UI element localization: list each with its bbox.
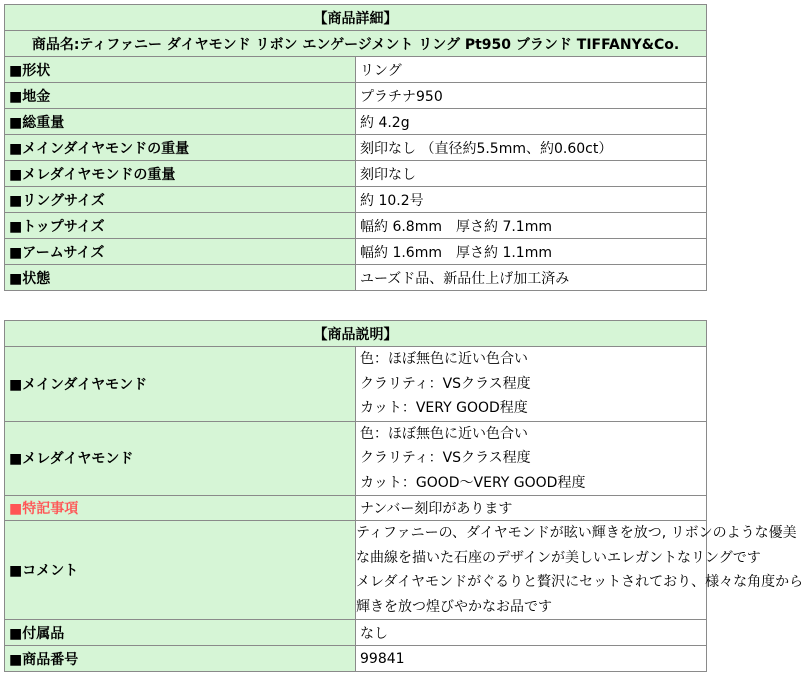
comment-line: な曲線を描いた石座のデザインが美しいエレガントなリングです bbox=[356, 549, 761, 566]
detail-line: 色：ほぼ無色に近い色合い bbox=[360, 425, 528, 442]
row-label: ■状態 bbox=[5, 265, 356, 291]
row-value: 幅約 6.8mm 厚さ約 7.1mm bbox=[356, 213, 707, 239]
comment-line: ティファニーの、ダイヤモンドが眩い輝きを放つ, リボンのような優美 bbox=[356, 525, 797, 541]
row-value: プラチナ950 bbox=[356, 83, 707, 109]
row-value: 刻印なし （直径約5.5mm、約0.60ct） bbox=[356, 135, 707, 161]
row-value: ユーズド品、新品仕上げ加工済み bbox=[356, 265, 707, 291]
melee-diamond-label: ■メレダイヤモンド bbox=[5, 421, 356, 496]
detail-line: カット：VERY GOOD程度 bbox=[360, 400, 528, 416]
row-label: ■アームサイズ bbox=[5, 239, 356, 265]
table-row bbox=[5, 421, 707, 496]
product-number-value: 99841 bbox=[356, 646, 707, 672]
row-value: 刻印なし bbox=[356, 161, 707, 187]
table-row bbox=[5, 646, 707, 672]
row-value: リング bbox=[356, 57, 707, 83]
row-value: 約 4.2g bbox=[356, 109, 707, 135]
product-name: 商品名:ティファニー ダイヤモンド リボン エンゲージメント リング Pt950 ブランド TIFFANY&Co. bbox=[5, 31, 707, 57]
product-description-table bbox=[4, 320, 803, 672]
row-label: ■地金 bbox=[5, 83, 356, 109]
table-row bbox=[5, 496, 707, 521]
main-diamond-details bbox=[356, 347, 707, 422]
row-value: 約 10.2号 bbox=[356, 187, 707, 213]
row-label: ■リングサイズ bbox=[5, 187, 356, 213]
product-details-table bbox=[4, 4, 707, 291]
table-row bbox=[5, 213, 707, 239]
melee-diamond-details bbox=[356, 421, 707, 496]
row-value: 幅約 1.6mm 厚さ約 1.1mm bbox=[356, 239, 707, 265]
table-row bbox=[5, 57, 707, 83]
accessories-value: なし bbox=[356, 620, 707, 646]
accessories-label: ■付属品 bbox=[5, 620, 356, 646]
comment-line: 輝きを放つ煌びやかなお品です bbox=[356, 598, 552, 615]
table-row bbox=[5, 83, 707, 109]
detail-line: クラリティ：VSクラス程度 bbox=[360, 450, 531, 466]
comment-text bbox=[356, 521, 803, 620]
row-label: ■メレダイヤモンドの重量 bbox=[5, 161, 356, 187]
table-row bbox=[5, 620, 707, 646]
special-notes-label: ■特記事項 bbox=[5, 496, 356, 521]
table-row bbox=[5, 109, 707, 135]
detail-line: カット：GOOD～VERY GOOD程度 bbox=[360, 474, 586, 491]
table-row bbox=[5, 135, 707, 161]
comment-label: ■コメント bbox=[5, 521, 356, 620]
table-row bbox=[5, 161, 707, 187]
detail-line: クラリティ：VSクラス程度 bbox=[360, 375, 531, 392]
main-diamond-label: ■メインダイヤモンド bbox=[5, 347, 356, 422]
table-row bbox=[5, 239, 707, 265]
product-number-label: ■商品番号 bbox=[5, 646, 356, 672]
row-label: ■トップサイズ bbox=[5, 213, 356, 239]
table-row bbox=[5, 521, 707, 620]
table-row bbox=[5, 187, 707, 213]
row-label: ■形状 bbox=[5, 57, 356, 83]
detail-line: 色：ほぼ無色に近い色合い bbox=[360, 351, 528, 367]
table-row bbox=[5, 265, 707, 291]
details-header: 【商品詳細】 bbox=[5, 5, 707, 31]
row-label: ■総重量 bbox=[5, 109, 356, 135]
row-label: ■メインダイヤモンドの重量 bbox=[5, 135, 356, 161]
description-header: 【商品説明】 bbox=[5, 321, 707, 347]
table-row bbox=[5, 347, 707, 422]
special-notes-value: ナンバー刻印があります bbox=[356, 496, 707, 521]
comment-line: メレダイヤモンドがぐるりと贅沢にセットされており、様々な角度から bbox=[356, 574, 803, 590]
